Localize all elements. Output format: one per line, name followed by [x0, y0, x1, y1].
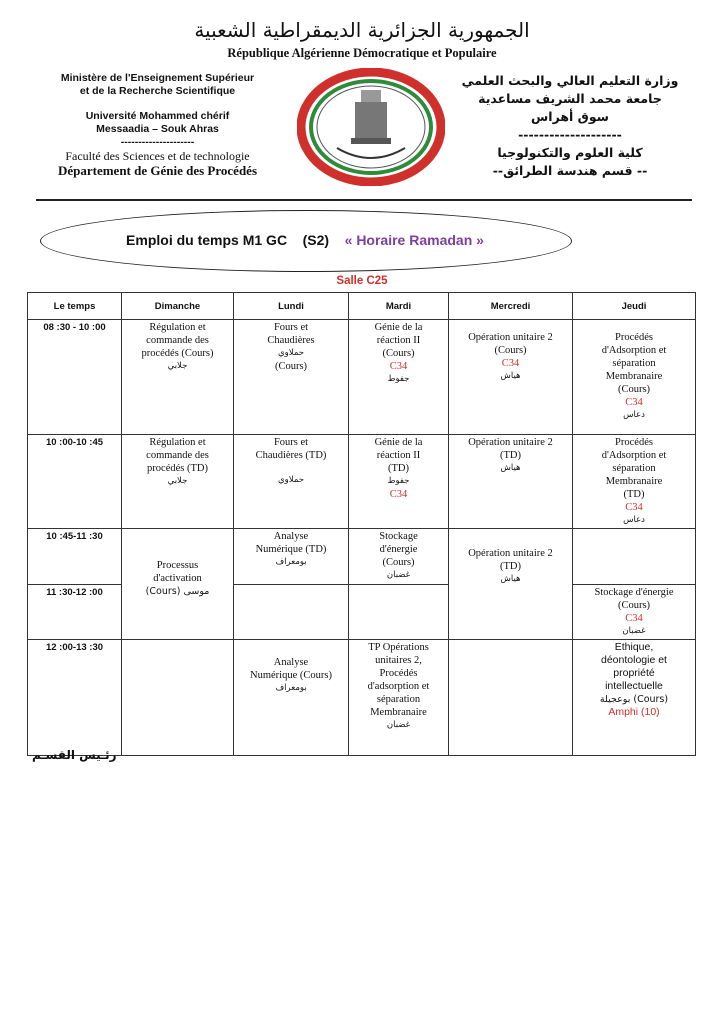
- time-slot: 11 :30-12 :00: [28, 585, 122, 640]
- ministry-line-1: Ministère de l'Enseignement Supérieur: [60, 72, 255, 84]
- table-header-row: [28, 293, 696, 320]
- arabic-ministry: وزارة التعليم العالي والبحث العلمي: [461, 73, 679, 88]
- cell-r2-mercredi: [449, 435, 573, 529]
- room-label: Amphi (10): [608, 706, 660, 718]
- teacher-name: غضبان: [386, 570, 411, 580]
- cell-r2-lundi: [234, 435, 349, 529]
- teacher-and-type: موسى (Cours): [145, 586, 210, 597]
- course-text: Processus d'activation: [153, 560, 202, 584]
- room-label: C34: [625, 397, 643, 408]
- course-text: Génie de la réaction II (TD): [374, 437, 423, 474]
- header-lundi: Lundi: [234, 293, 349, 320]
- room-header: Salle C25: [336, 275, 388, 287]
- cell-r3-mardi: [349, 529, 449, 585]
- header-divider: [36, 199, 692, 201]
- teacher-name: هياش: [500, 574, 521, 584]
- room-label: C34: [389, 489, 408, 500]
- teacher-name: جفوط: [387, 374, 410, 384]
- table-row: [28, 640, 696, 756]
- teacher-name: دعاس: [623, 410, 645, 420]
- course-text: Génie de la réaction II (Cours): [374, 322, 423, 359]
- cell-r5-jeudi: [573, 640, 696, 756]
- teacher-name: حملاوي: [278, 348, 304, 358]
- teacher-name: دعاس: [623, 515, 645, 525]
- teacher-name: جلابي: [167, 476, 188, 486]
- cell-r3-jeudi: [573, 529, 696, 585]
- faculty-label: Faculté des Sciences et de technologie: [65, 149, 250, 163]
- course-text: Stockage d'énergie (Cours): [379, 531, 418, 568]
- arabic-city: سوق أهراس: [531, 109, 609, 124]
- cell-r2-dimanche: [122, 435, 234, 529]
- left-separator: ---------------------: [120, 136, 195, 148]
- course-text: Analyse Numérique (Cours): [250, 657, 332, 681]
- cell-r4-lundi: [234, 585, 349, 640]
- course-type: (Cours): [274, 361, 308, 372]
- header-mercredi: Mercredi: [449, 293, 573, 320]
- schedule-title: [40, 232, 570, 248]
- cell-r2-mardi: [349, 435, 449, 529]
- course-text: Fours et Chaudières: [267, 322, 315, 346]
- department-head-signature-label: رئـيس القسـم: [32, 748, 117, 762]
- arabic-separator: --------------------: [518, 127, 622, 142]
- time-slot: 12 :00-13 :30: [28, 640, 122, 756]
- cell-r5-mercredi: [449, 640, 573, 756]
- cell-r4-jeudi: [573, 585, 696, 640]
- ministry-line-2: et de la Recherche Scientifique: [79, 85, 236, 97]
- arabic-university: جامعة محمد الشريف مساعدية: [478, 91, 662, 106]
- course-text: Opération unitaire 2 (TD): [468, 548, 553, 572]
- cell-r1-jeudi: [573, 320, 696, 435]
- teacher-name: بومعراف: [275, 557, 307, 567]
- course-text: Analyse Numérique (TD): [255, 531, 327, 555]
- table-row: [28, 320, 696, 435]
- arabic-faculty: كلية العلوم والتكنولوجيا: [497, 145, 643, 160]
- table-row: [28, 529, 696, 585]
- course-text: Opération unitaire 2 (TD): [468, 437, 553, 461]
- table-row: [28, 435, 696, 529]
- header-jeudi: Jeudi: [573, 293, 696, 320]
- right-header-block: [450, 72, 690, 180]
- room-label: C34: [625, 502, 643, 513]
- university-seal-icon: [297, 68, 445, 186]
- cell-r1-lundi: [234, 320, 349, 435]
- room-label: C34: [389, 361, 408, 372]
- cell-r5-lundi: [234, 640, 349, 756]
- cell-r3-mercredi: [449, 529, 573, 640]
- course-text: Régulation et commande des procédés (Cours): [141, 322, 214, 359]
- course-text: Fours et Chaudières (TD): [255, 437, 327, 461]
- cell-r2-jeudi: [573, 435, 696, 529]
- teacher-name: هياش: [500, 371, 521, 381]
- french-republic-heading: République Algérienne Démocratique et Populaire: [227, 46, 497, 60]
- cell-r1-mercredi: [449, 320, 573, 435]
- cell-r1-mardi: [349, 320, 449, 435]
- time-slot: 10 :45-11 :30: [28, 529, 122, 585]
- room-label: C34: [501, 358, 520, 369]
- teacher-name: هياش: [500, 463, 521, 473]
- cell-r5-mardi: [349, 640, 449, 756]
- university-line-2: Messaadia – Souk Ahras: [96, 123, 219, 135]
- time-slot: 08 :30 - 10 :00: [28, 320, 122, 435]
- arabic-republic-heading: الجمهورية الجزائرية الديمقراطية الشعبية: [194, 18, 530, 42]
- room-label: C34: [625, 613, 643, 624]
- course-text: Procédés d'Adsorption et séparation Membranaire (TD): [601, 437, 667, 500]
- title-ramadan: « Horaire Ramadan »: [344, 232, 484, 248]
- teacher-name: غضبان: [386, 720, 411, 730]
- cell-r5-dimanche: [122, 640, 234, 756]
- header-time: Le temps: [28, 293, 122, 320]
- timetable: [27, 292, 696, 756]
- course-text: Ethique, déontologie et propriété intellectuelle: [601, 641, 667, 692]
- arabic-department: -- قسم هندسة الطرائق--: [492, 163, 648, 178]
- teacher-name: جفوط: [387, 476, 410, 486]
- cell-r3-lundi: [234, 529, 349, 585]
- cell-r3-dimanche: [122, 529, 234, 640]
- university-line-1: Université Mohammed chérif: [85, 110, 230, 122]
- teacher-name: بومعراف: [275, 683, 307, 693]
- header-mardi: Mardi: [349, 293, 449, 320]
- left-header-block: [40, 72, 275, 179]
- cell-r4-mardi: [349, 585, 449, 640]
- cell-r1-dimanche: [122, 320, 234, 435]
- title-main: Emploi du temps M1 GC: [126, 232, 288, 248]
- teacher-name: غضبان: [622, 626, 646, 636]
- course-text: TP Opérations unitaires 2, Procédés d'adsorption et séparation Membranaire: [367, 642, 430, 718]
- header-dimanche: Dimanche: [122, 293, 234, 320]
- teacher-and-type: (Cours) بوعجيلة: [599, 694, 669, 705]
- course-text: Régulation et commande des procédés (TD): [146, 437, 209, 474]
- teacher-name: حملاوي: [278, 475, 304, 485]
- department-label: Département de Génie des Procédés: [57, 163, 258, 178]
- course-text: Procédés d'Adsorption et séparation Membranaire (Cours): [601, 332, 667, 395]
- title-semester: (S2): [302, 232, 330, 248]
- teacher-name: جلابي: [167, 361, 188, 371]
- course-text: Stockage d'énergie (Cours): [594, 587, 674, 611]
- course-text: Opération unitaire 2 (Cours): [468, 332, 553, 356]
- time-slot: 10 :00-10 :45: [28, 435, 122, 529]
